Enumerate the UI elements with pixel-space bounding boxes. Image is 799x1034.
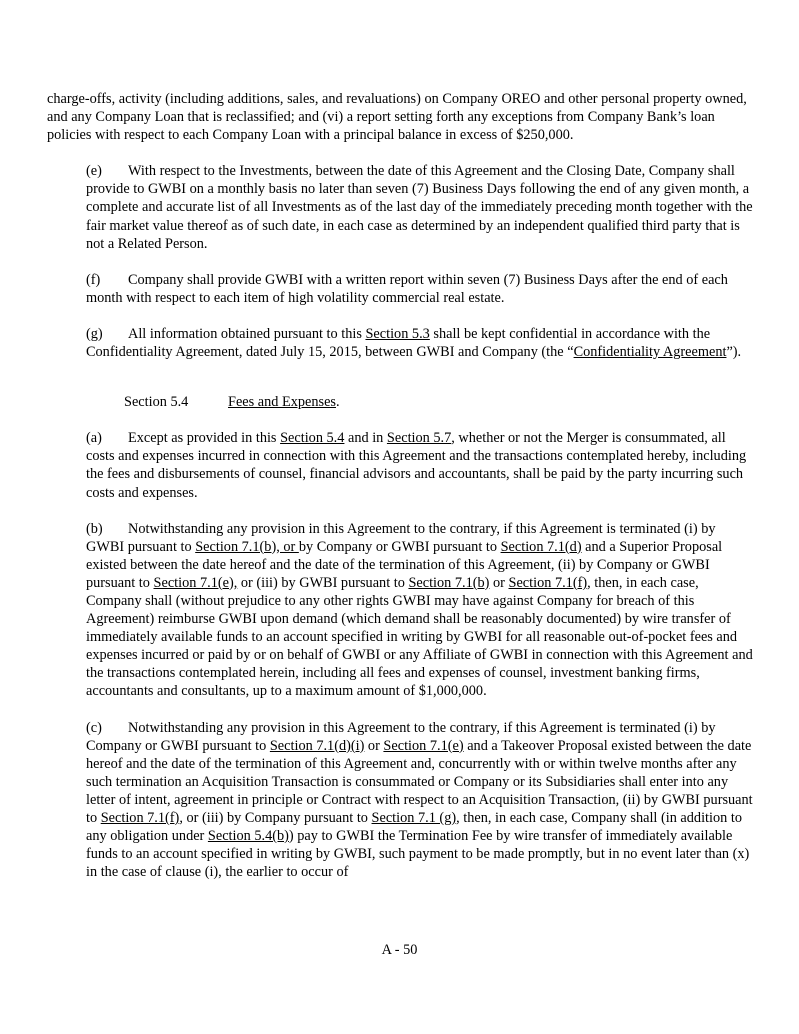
section-7-1-e-reference-2: Section 7.1(e) [383, 737, 464, 754]
paragraph-a-text-2: and in [344, 430, 387, 447]
paragraph-b-label: (b) [86, 520, 103, 537]
paragraph-b [47, 520, 757, 701]
section-number: Section 5.4 [124, 394, 189, 411]
paragraph-g-text-3: ”). [726, 344, 742, 361]
paragraph-a-label: (a) [86, 430, 102, 447]
section-7-1-d-i-reference: Section 7.1(d)(i) [269, 737, 365, 754]
section-5-4-reference: Section 5.4 [280, 430, 345, 447]
paragraph-c [47, 719, 757, 882]
section-title: Fees and Expenses [228, 394, 336, 411]
paragraph-e-label: (e) [86, 163, 102, 180]
paragraph-c-text-4: , or (iii) by Company pursuant to [179, 810, 372, 826]
paragraph-f-label: (f) [86, 271, 101, 288]
paragraph-a-text-1: Except as provided in this [128, 430, 281, 447]
paragraph-b-text-3: and a Superior Proposal existed between the date hereof and the date of the termination of this Agreement, (ii) by Company or GWBI pursuant to [86, 538, 723, 591]
paragraph-c-label: (c) [86, 719, 102, 736]
section-7-1-b-reference-2: Section 7.1(b) [408, 574, 490, 591]
document-page [47, 90, 757, 899]
section-7-1-d-reference: Section 7.1(d) [500, 538, 582, 555]
paragraph-a-text-3: , whether or not the Merger is consummated, all costs and expenses incurred in connection with this Agreement and the transactions contemplated hereby, including the fees and disbursements of counsel, financial advisors and accountants, shall be paid by the party incurring such costs and expenses. [86, 430, 747, 501]
paragraph-c-text-3: and a Takeover Proposal existed between the date hereof and the date of the termination of this Agreement and, concurrently with or within twelve months after any such termination an Acquisition Transaction is consummated or Company or its Subsidiaries shall enter into any letter of intent, agreement in principle or Contract with respect to an Acquisition Transaction, (ii) by GWBI pursuant to [86, 737, 753, 826]
paragraph-b-text-6: , then, in each case, Company shall (without prejudice to any other rights GWBI may have against Company for breach of this Agreement) reimburse GWBI upon demand (which demand shall be reasonably documented) by wire transfer of immediately available funds to an account specified in writing by GWBI for all reasonable out-of-pocket fees and expenses incurred or paid by or on behalf of GWBI or any Affiliate of GWBI in connection with this Agreement and the transactions contemplated herein, including all fees and expenses of counsel, investment banking firms, accountants and consultants, up to a maximum amount of $1,000,000. [86, 574, 753, 700]
paragraph-g-text-2: shall be kept confidential in accordance with the Confidentiality Agreement, dated July 15, 2015, between GWBI and Company (the “ [86, 325, 711, 361]
section-title-period: . [336, 394, 340, 411]
paragraph-c-text-1: Notwithstanding any provision in this Agreement to the contrary, if this Agreement is terminated (i) by Company or GWBI pursuant to [86, 719, 716, 754]
paragraph-a [47, 429, 757, 501]
section-5-7-reference: Section 5.7 [386, 430, 452, 447]
section-7-1-e-reference: Section 7.1(e), [153, 574, 238, 591]
paragraph-c-text-5: , then, in each case, Company shall (in addition to any obligation under [86, 810, 742, 845]
paragraph-b-text-1: Notwithstanding any provision in this Agreement to the contrary, if this Agreement is terminated (i) by GWBI pursuant to [86, 520, 716, 555]
paragraph-g-label: (g) [86, 325, 103, 342]
paragraph-f-text: Company shall provide GWBI with a written report within seven (7) Business Days after the end of each month with respect to each item of high volatility commercial real estate. [86, 271, 728, 306]
paragraph-b-text-2: by Company or GWBI pursuant to [298, 538, 501, 555]
paragraph-e [47, 162, 757, 252]
paragraph-g [47, 325, 757, 361]
section-7-1-b-reference: Section 7.1(b), or [195, 538, 299, 555]
confidentiality-agreement-term: Confidentiality Agreement [573, 344, 727, 361]
paragraph-b-text-5: or [489, 574, 509, 591]
paragraph-continuation: charge-offs, activity (including additions, sales, and revaluations) on Company OREO and other personal property owned, and any Company Loan that is reclassified; and (vi) a report setting forth any exceptions from Company Bank’s loan policies with respect to each Company Loan with a principal balance in excess of $250,000. [47, 91, 747, 144]
section-7-1-f-reference-2: Section 7.1(f) [100, 810, 180, 826]
page-number: A - 50 [381, 942, 418, 958]
paragraph-g-text-1: All information obtained pursuant to this [128, 325, 366, 342]
section-5-3-reference: Section 5.3 [365, 325, 430, 342]
section-5-4-b-reference: Section 5.4(b) [207, 828, 289, 845]
paragraph-b-text-4: or (iii) by GWBI pursuant to [237, 574, 409, 591]
paragraph-c-text-2: or [364, 737, 384, 754]
paragraph-c-text-6: ) pay to GWBI the Termination Fee by wire transfer of immediately available funds to an account specified in writing by GWBI, such payment to be made promptly, but in no event later than (x) in the case of clause (i), the earlier to occur of [86, 828, 750, 881]
paragraph-f [47, 271, 757, 307]
section-7-1-g-reference: Section 7.1 (g) [371, 810, 457, 826]
paragraph-e-text: With respect to the Investments, between the date of this Agreement and the Closing Date, Company shall provide to GWBI on a monthly basis no later than seven (7) Business Days following the end of any given month, a complete and accurate list of all Investments as of the last day of the immediately preceding month together with the fair market value thereof as of such date, in each case as determined by an independent qualified third party that is not a Related Person. [86, 163, 753, 252]
section-heading [47, 393, 757, 411]
section-7-1-f-reference: Section 7.1(f) [508, 574, 588, 591]
